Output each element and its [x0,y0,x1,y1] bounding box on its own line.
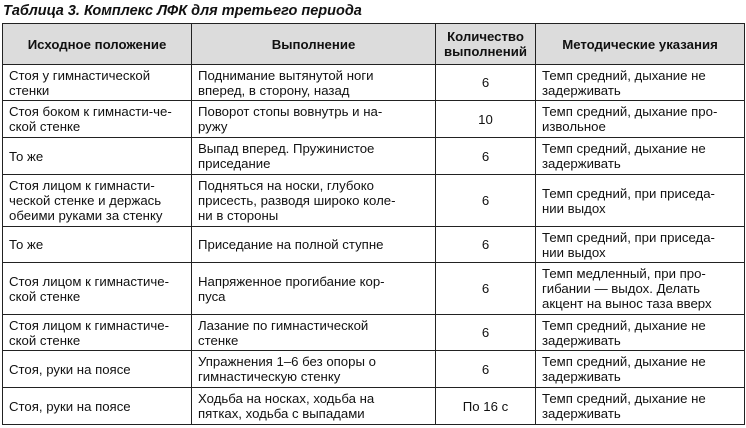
cell-count: По 16 с [436,388,536,425]
cell-execution: Упражнения 1–6 без опоры о гимнастическую стенку [192,351,436,388]
cell-execution: Приседание на полной ступне [192,227,436,263]
table-row [3,263,745,315]
table-row [3,227,745,263]
table-row [3,388,745,425]
cell-execution: Напряженное прогибание кор- пуса [192,263,436,315]
cell-notes: Темп средний, при приседа- нии выдох [536,227,745,263]
cell-notes: Темп средний, дыхание не задерживать [536,351,745,388]
cell-count: 6 [436,351,536,388]
cell-count: 6 [436,227,536,263]
cell-notes: Темп средний, дыхание не задерживать [536,315,745,351]
cell-execution: Поворот стопы вовнутрь и на- ружу [192,101,436,138]
cell-count: 6 [436,175,536,227]
header-initial-position: Исходное положение [3,24,192,65]
cell-position: Стоя лицом к гимнастиче- ской стенке [3,315,192,351]
table-row [3,351,745,388]
cell-position: Стоя у гимнастической стенки [3,65,192,101]
table-row [3,138,745,175]
cell-position: Стоя лицом к гимнасти- ческой стенке и держась обеими руками за стенку [3,175,192,227]
cell-count: 6 [436,315,536,351]
cell-count: 6 [436,263,536,315]
header-execution: Выполнение [192,24,436,65]
cell-notes: Темп средний, дыхание не задерживать [536,138,745,175]
cell-count: 6 [436,65,536,101]
cell-notes: Темп средний, дыхание не задерживать [536,65,745,101]
cell-count: 6 [436,138,536,175]
cell-execution: Лазание по гимнастической стенке [192,315,436,351]
exercise-table [2,23,745,425]
cell-count: 10 [436,101,536,138]
cell-notes: Темп медленный, при про- гибании — выдох. Делать акцент на вынос таза вверх [536,263,745,315]
table-row [3,101,745,138]
cell-position: Стоя боком к гимнасти-че- ской стенке [3,101,192,138]
cell-notes: Темп средний, дыхание про- извольное [536,101,745,138]
cell-position: Стоя, руки на поясе [3,388,192,425]
cell-execution: Выпад вперед. Пружинистое приседание [192,138,436,175]
cell-execution: Подняться на носки, глубоко присесть, разводя широко коле- ни в стороны [192,175,436,227]
header-method-notes: Методические указания [536,24,745,65]
table-row [3,315,745,351]
table-header-row [3,24,745,65]
cell-notes: Темп средний, при приседа- нии выдох [536,175,745,227]
cell-position: То же [3,227,192,263]
cell-execution: Ходьба на носках, ходьба на пятках, ходьба с выпадами [192,388,436,425]
table-row [3,175,745,227]
cell-position: То же [3,138,192,175]
table-caption: Таблица 3. Комплекс ЛФК для третьего периода [3,3,362,19]
cell-position: Стоя, руки на поясе [3,351,192,388]
cell-notes: Темп средний, дыхание не задерживать [536,388,745,425]
cell-position: Стоя лицом к гимнастиче- ской стенке [3,263,192,315]
header-repetitions: Количество выполнений [436,24,536,65]
table-row [3,65,745,101]
cell-execution: Поднимание вытянутой ноги вперед, в сторону, назад [192,65,436,101]
